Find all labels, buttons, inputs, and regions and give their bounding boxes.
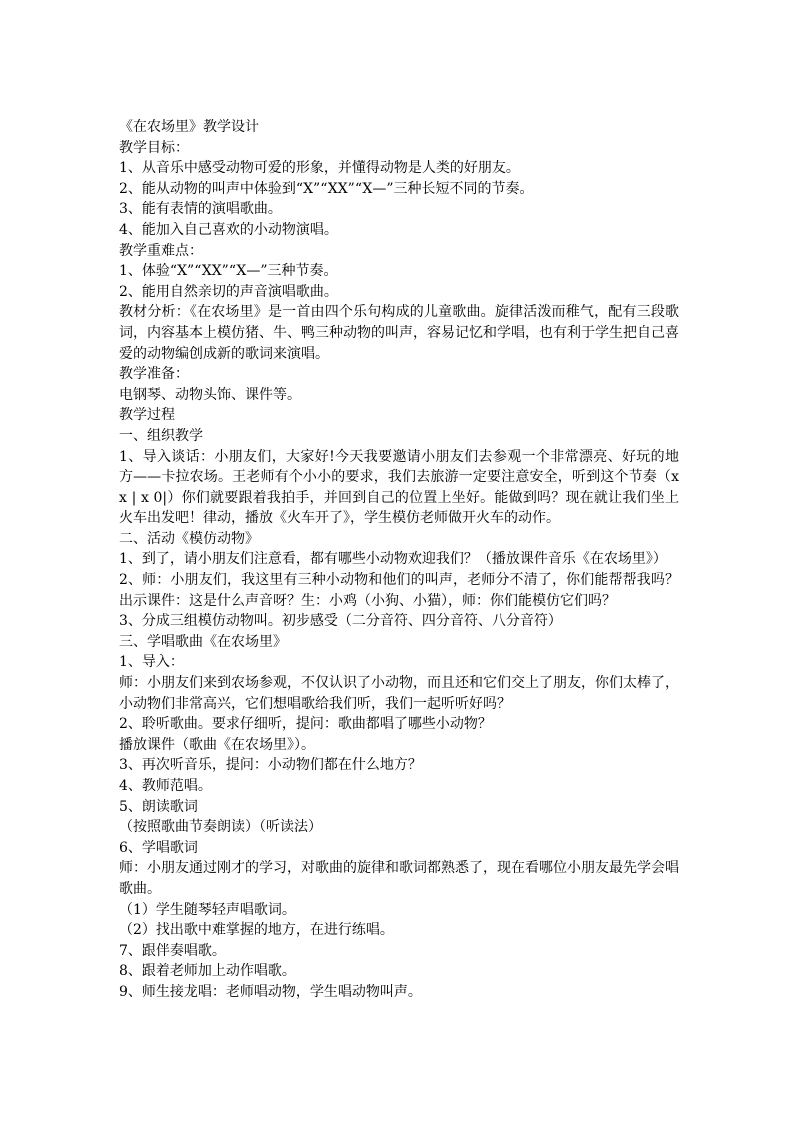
section-heading: 一、组织教学 xyxy=(119,427,203,444)
section-paragraph: 6、学唱歌词 xyxy=(119,839,198,856)
section-paragraph: 5、朗读歌词 xyxy=(119,798,198,815)
goals-heading: 教学目标： xyxy=(119,139,189,156)
goal-item: 1、从音乐中感受动物可爱的形象，并懂得动物是人类的好朋友。 xyxy=(119,160,520,177)
goal-item: 3、能有表情的演唱歌曲。 xyxy=(119,201,282,218)
document-body xyxy=(119,117,679,1003)
section-paragraph: 7、跟伴奏唱歌。 xyxy=(119,942,226,959)
section-paragraph: 师：小朋友们来到农场参观，不仅认识了小动物，而且还和它们交上了朋友，你们太棒了，小动物们非常高兴，它们想唱歌给我们听，我们一起听听好吗？ xyxy=(119,675,679,712)
key-points-heading: 教学重难点： xyxy=(119,242,203,259)
goal-item: 2、能从动物的叫声中体验到“X”“XX”“X—”三种长短不同的节奏。 xyxy=(119,180,534,197)
section-paragraph: 4、教师范唱。 xyxy=(119,778,212,794)
prep-text: 电钢琴、动物头饰、课件等。 xyxy=(119,386,301,403)
section-paragraph: 9、师生接龙唱：老师唱动物，学生唱动物叫声。 xyxy=(119,983,422,1000)
goal-item: 4、能加入自己喜欢的小动物演唱。 xyxy=(119,221,338,238)
document-title: 《在农场里》教学设计 xyxy=(119,119,259,135)
section-paragraph: 1、到了，请小朋友们注意看，都有哪些小动物欢迎我们？（播放课件音乐《在农场里》） xyxy=(119,551,667,568)
section-paragraph: 播放课件（歌曲《在农场里》）。 xyxy=(119,736,315,753)
section-heading: 二、活动《模仿动物》 xyxy=(119,530,259,547)
section-paragraph: 8、跟着老师加上动作唱歌。 xyxy=(119,963,296,980)
section-paragraph: 师：小朋友通过刚才的学习，对歌曲的旋律和歌词都熟悉了，现在看哪位小朋友最先学会唱歌曲。 xyxy=(119,860,679,897)
process-heading: 教学过程 xyxy=(119,407,175,424)
section-paragraph: 2、师：小朋友们，我这里有三种小动物和他们的叫声，老师分不清了，你们能帮帮我吗？出示课件：这是什么声音呀？生：小鸡（小狗、小猫），师：你们能模仿它们吗？ xyxy=(119,572,679,609)
section-paragraph: 1、导入谈话：小朋友们，大家好!今天我要邀请小朋友们去参观一个非常漂亮、好玩的地方——卡拉农场。王老师有个小小的要求，我们去旅游一定要注意安全，听到这个节奏（x x | x 0|）你们就要跟着我拍手，并回到自己的位置上坐好。能做到吗？现在就让我们坐上火车出发吧！律动，播放《火车开了》，学生模仿老师做开火车的动作。 xyxy=(119,448,679,527)
section-paragraph: （2）找出歌中难掌握的地方，在进行练唱。 xyxy=(119,922,394,939)
key-point-item: 2、能用自然亲切的声音演唱歌曲。 xyxy=(119,283,338,300)
section-paragraph: （1）学生随琴轻声唱歌词。 xyxy=(119,901,296,918)
section-paragraph: 3、再次听音乐，提问：小动物们都在什么地方？ xyxy=(119,757,422,774)
section-paragraph: 1、导入： xyxy=(119,654,184,671)
key-point-item: 1、体验“X”“XX”“X—”三种节奏。 xyxy=(119,263,338,280)
analysis-paragraph: 教材分析：《在农场里》是一首由四个乐句构成的儿童歌曲。旋律活泼而稚气，配有三段歌词，内容基本上模仿猪、牛、鸭三种动物的叫声，容易记忆和学唱，也有利于学生把自己喜爱的动物编创成新的歌词来演唱。 xyxy=(119,304,679,362)
section-paragraph: 2、聆听歌曲。要求仔细听，提问：歌曲都唱了哪些小动物？ xyxy=(119,716,492,733)
section-paragraph: （按照歌曲节奏朗读）（听读法） xyxy=(119,819,322,836)
section-heading: 三、学唱歌曲《在农场里》 xyxy=(119,633,287,650)
section-paragraph: 3、分成三组模仿动物叫。初步感受（二分音符、四分音符、八分音符） xyxy=(119,613,562,630)
prep-heading: 教学准备： xyxy=(119,366,189,383)
